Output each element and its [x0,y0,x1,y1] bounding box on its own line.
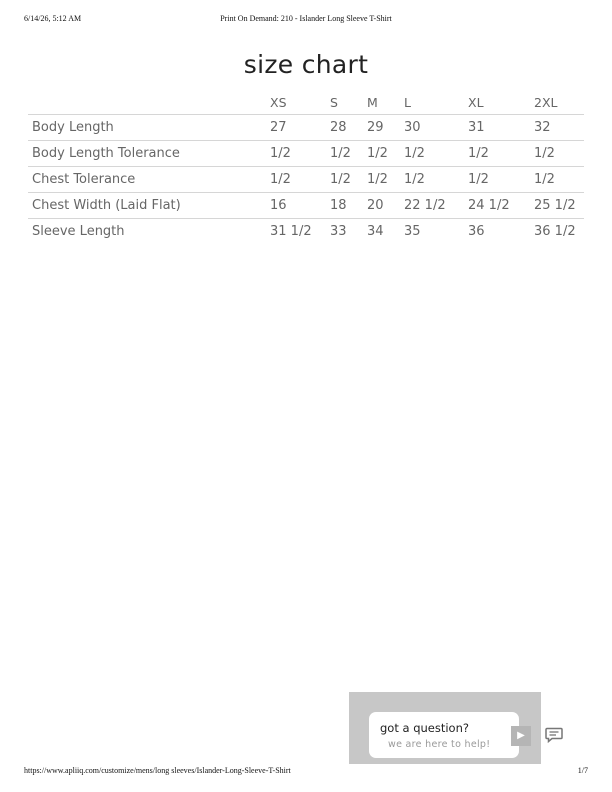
row-label: Body Length Tolerance [28,141,270,167]
row-label: Chest Tolerance [28,167,270,193]
column-header: L [404,90,468,115]
table-cell: 1/2 [404,141,468,167]
table-cell: 1/2 [404,167,468,193]
table-cell: 28 [330,115,367,141]
table-cell: 1/2 [468,167,534,193]
table-cell: 32 [534,115,584,141]
chevron-right-icon[interactable]: ▶ [511,726,531,746]
table-cell: 1/2 [367,141,404,167]
column-header: XS [270,90,330,115]
table-cell: 1/2 [270,141,330,167]
size-chart-title: size chart [243,50,369,79]
table-row [28,141,584,167]
column-header: M [367,90,404,115]
table-cell: 24 1/2 [468,193,534,219]
column-header: S [330,90,367,115]
table-cell: 1/2 [534,141,584,167]
table-cell: 1/2 [534,167,584,193]
table-cell: 31 1/2 [270,224,312,239]
table-cell: 25 1/2 [534,193,584,219]
chat-prompt-bubble[interactable] [369,712,519,758]
table-row [28,193,584,219]
table-cell: 35 [404,224,421,239]
chat-widget[interactable] [349,692,541,764]
table-cell: 30 [404,115,468,141]
size-chart [28,30,584,244]
table-header-row [28,90,584,115]
table-cell: 33 [330,224,347,239]
row-label: Chest Width (Laid Flat) [28,193,270,219]
table-cell: 36 [468,224,485,239]
chat-bubble-icon[interactable] [545,727,563,743]
row-label: Body Length [28,115,270,141]
table-cell: 16 [270,193,330,219]
table-cell: 27 [270,115,330,141]
print-header [24,14,588,28]
chat-subtext: we are here to help! [388,739,491,750]
header-label-cell [28,90,270,115]
print-footer [24,766,588,778]
column-header: 2XL [534,90,584,115]
table-cell: 1/2 [367,167,404,193]
table-cell: 31 [468,115,534,141]
table-row [28,115,584,141]
chat-question-text: got a question? [380,721,469,735]
table-row [28,219,584,245]
table-cell: 29 [367,115,404,141]
column-header: XL [468,90,534,115]
size-chart-table [28,90,584,244]
table-cell: 1/2 [330,141,367,167]
table-cell: 34 [367,224,384,239]
print-page-title: Print On Demand: 210 - Islander Long Sleeve T-Shirt [220,14,392,23]
table-cell: 1/2 [330,167,367,193]
table-cell: 22 1/2 [404,193,468,219]
table-cell: 1/2 [270,167,330,193]
table-cell: 1/2 [468,141,534,167]
table-cell: 18 [330,193,367,219]
page-url: https://www.apliiq.com/customize/mens/long sleeves/Islander-Long-Sleeve-T-Shirt [24,766,291,775]
row-label: Sleeve Length [32,224,125,239]
table-cell: 20 [367,193,404,219]
print-date: 6/14/26, 5:12 AM [24,14,82,23]
page-number: 1/7 [577,766,588,775]
table-cell: 36 1/2 [534,224,576,239]
table-row [28,167,584,193]
